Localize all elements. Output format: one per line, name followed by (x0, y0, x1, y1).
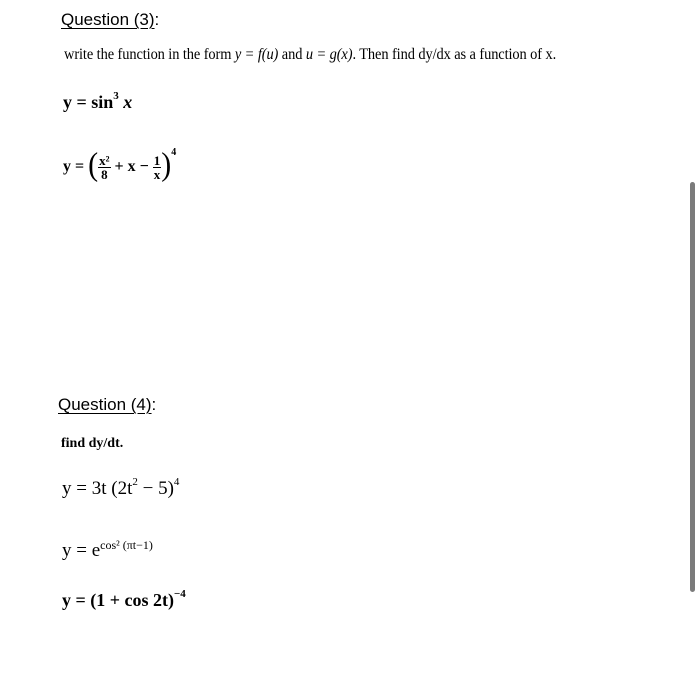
q4-eq1-exp2: 4 (173, 476, 180, 488)
question-4-equation-2 (62, 540, 153, 562)
eq1-variable: x (123, 92, 133, 112)
question-4-heading (58, 395, 156, 415)
form-y-f-u: y = f(u) (234, 46, 279, 63)
q4-eq2-lhs: y = e (62, 540, 101, 561)
frac1-numerator: x² (99, 152, 110, 168)
instruction-suffix: . Then find dy/dx as a function of x. (352, 46, 557, 63)
question-4-equation-1 (62, 478, 179, 500)
instruction-and: and (281, 46, 303, 63)
q4-eq3-lhs: y = (1 + cos 2t) (62, 590, 174, 610)
eq1-exponent: 3 (113, 90, 119, 102)
frac2-numerator: 1 (153, 152, 161, 168)
eq2-middle: + x − (114, 158, 149, 175)
question-3-colon: : (154, 10, 160, 29)
eq2-lhs: y = (63, 158, 85, 175)
question-3-instruction (64, 46, 556, 64)
instruction-prefix: write the function in the form (64, 46, 232, 63)
eq2-power: 4 (171, 147, 177, 158)
q4-eq1-lhs: y = 3t (2t (62, 478, 133, 499)
q4-eq3-exponent: −4 (174, 588, 186, 600)
right-paren: ) (161, 146, 172, 183)
frac2-denominator: x (153, 166, 161, 182)
question-4-equation-3 (62, 590, 186, 611)
question-3-title: Question (3) (61, 10, 155, 29)
question-3-equation-2 (63, 148, 176, 182)
eq1-lhs: y = sin (63, 92, 114, 112)
question-4-instruction: find dy/dt. (61, 436, 124, 451)
left-paren: ( (88, 146, 99, 183)
fraction-1-over-x (153, 154, 162, 181)
q4-eq1-middle: − 5) (137, 478, 174, 499)
fraction-x2-over-8 (98, 154, 110, 181)
q4-eq1-exp1: 2 (132, 476, 138, 488)
form-u-g-x: u = g(x) (305, 46, 353, 63)
vertical-scrollbar[interactable] (690, 182, 695, 592)
question-4-colon: : (151, 395, 157, 414)
frac1-denominator: 8 (101, 166, 108, 182)
question-3-heading (61, 10, 159, 30)
question-4-title: Question (4) (58, 395, 152, 414)
question-3-equation-1 (63, 92, 132, 113)
q4-eq2-exponent: cos² (πt−1) (100, 538, 153, 552)
